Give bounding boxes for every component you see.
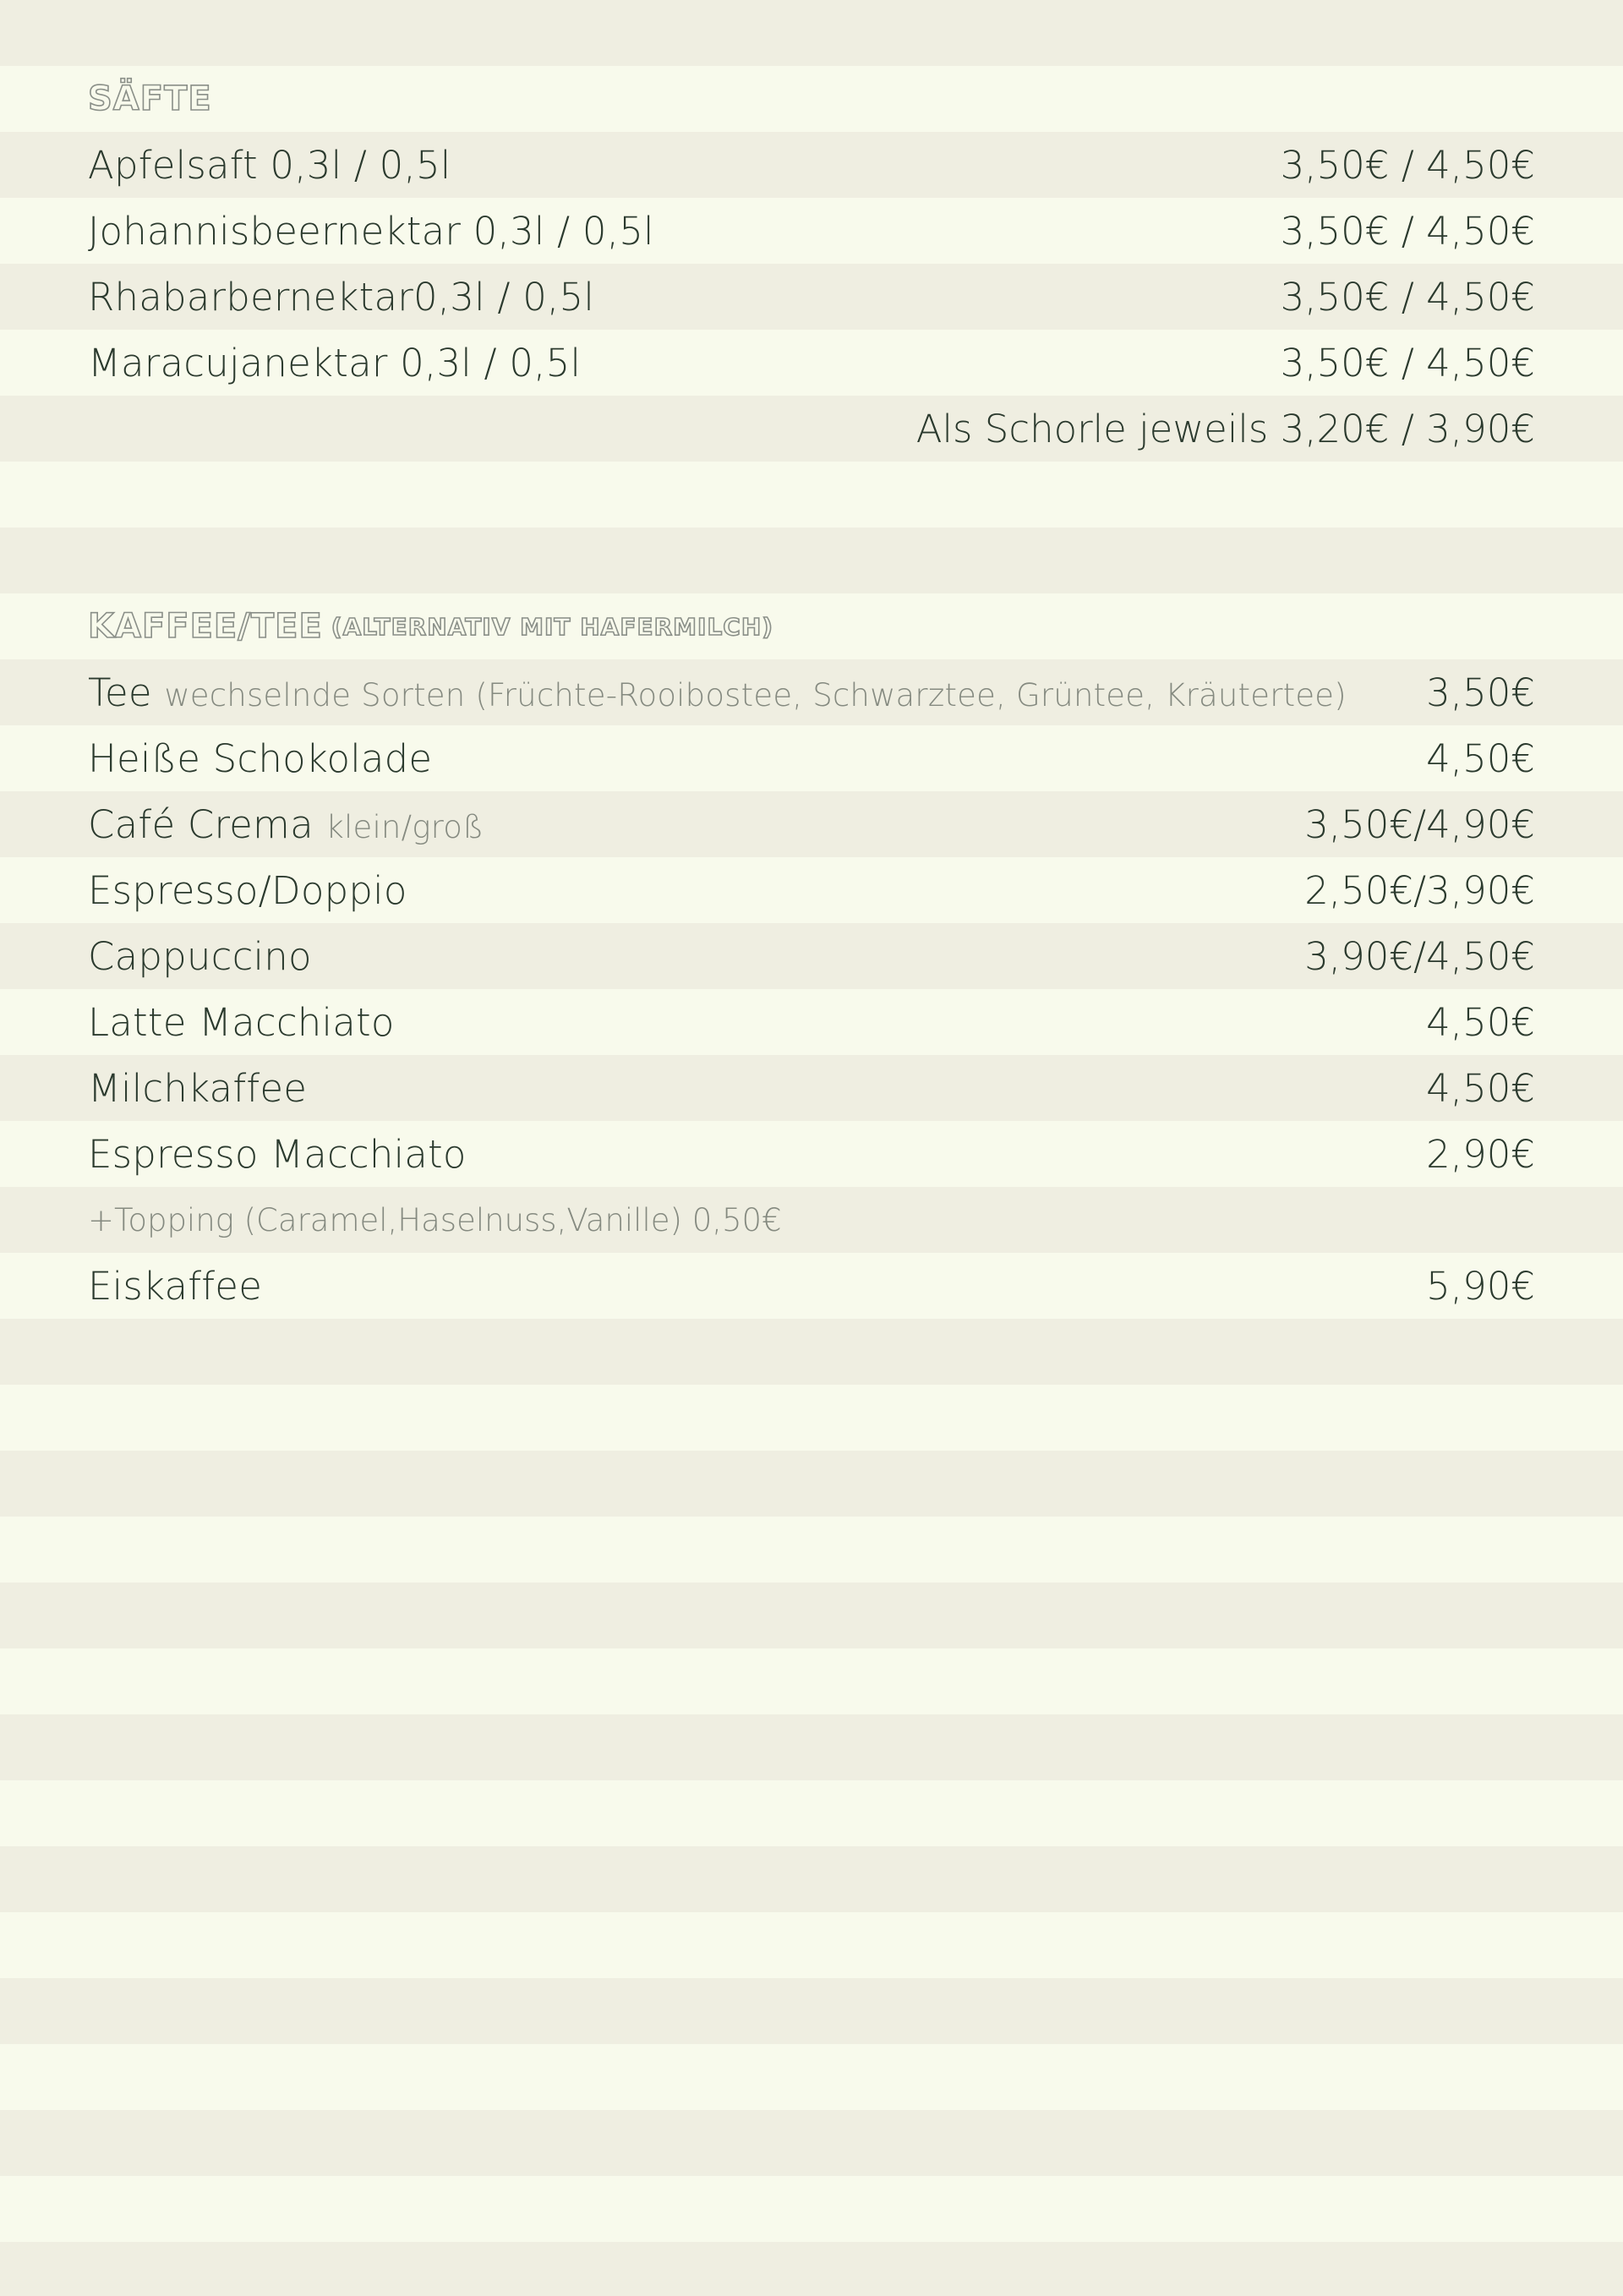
- menu-item-price: 4,50€: [1426, 1065, 1535, 1111]
- menu-item-name: Espresso Macchiato: [88, 1131, 467, 1177]
- schorle-price: Als Schorle jeweils 3,20€ / 3,90€: [915, 406, 1535, 451]
- schorle-row: [88, 396, 1535, 462]
- menu-item-name: Tee: [88, 670, 152, 715]
- menu-item-name: Cappuccino: [88, 933, 312, 979]
- menu-item-name: Espresso/Doppio: [88, 867, 407, 913]
- menu-item-name: Latte Macchiato: [88, 999, 395, 1045]
- menu-item-name: Apfelsaft 0,3l / 0,5l: [88, 142, 451, 188]
- menu-item-name: Maracujanektar 0,3l / 0,5l: [88, 340, 582, 385]
- menu-item-row: [88, 264, 1535, 330]
- menu-item-price: 4,50€: [1426, 999, 1535, 1045]
- menu-item-row: [88, 132, 1535, 198]
- menu-item-name: Café Crema: [88, 801, 314, 847]
- juices-heading: SÄFTE: [88, 79, 212, 118]
- coffee-heading: KAFFEE/TEE: [88, 607, 323, 646]
- menu-item-row: [88, 725, 1535, 791]
- topping-note: +Topping (Caramel,Haselnuss,Vanille) 0,50€: [88, 1201, 782, 1238]
- menu-item-name: Heiße Schokolade: [88, 735, 433, 781]
- section-heading-coffee: [88, 593, 1535, 659]
- menu-item-row: [88, 198, 1535, 264]
- menu-item-row: [88, 330, 1535, 396]
- menu-item-price: 2,90€: [1426, 1131, 1535, 1177]
- menu-item-price: 2,50€/3,90€: [1304, 867, 1535, 913]
- menu-item-price: 4,50€: [1426, 735, 1535, 781]
- menu-item-row: [88, 923, 1535, 989]
- menu-item-row: [88, 1253, 1535, 1319]
- menu-item-name: Rhabarbernektar0,3l / 0,5l: [88, 274, 595, 320]
- menu-item-row: [88, 791, 1535, 857]
- menu-item-label: [88, 670, 1347, 715]
- menu-item-row: [88, 989, 1535, 1055]
- menu-item-row: [88, 659, 1535, 725]
- menu-item-price: 3,50€ / 4,50€: [1280, 340, 1535, 385]
- menu-item-note: klein/groß: [325, 808, 484, 845]
- menu-item-price: 3,50€: [1426, 670, 1535, 715]
- menu-item-row: [88, 1121, 1535, 1187]
- menu-item-price: 5,90€: [1426, 1263, 1535, 1309]
- menu-item-name: Milchkaffee: [88, 1065, 308, 1111]
- menu-item-price: 3,50€ / 4,50€: [1280, 208, 1535, 254]
- menu-item-note: wechselnde Sorten (Früchte-Rooibostee, Schwarztee, Grüntee, Kräutertee): [164, 676, 1347, 713]
- menu-item-price: 3,90€/4,50€: [1304, 933, 1535, 979]
- section-heading-juices: [88, 66, 1535, 132]
- menu-item-label: [88, 802, 484, 847]
- menu-item-row: [88, 857, 1535, 923]
- menu-item-name: Johannisbeernektar 0,3l / 0,5l: [88, 208, 654, 254]
- menu-item-price: 3,50€/4,90€: [1304, 801, 1535, 847]
- topping-row: [88, 1187, 1535, 1253]
- menu-item-name: Eiskaffee: [88, 1263, 263, 1309]
- menu-item-row: [88, 1055, 1535, 1121]
- coffee-heading-sub: (ALTERNATIV MIT HAFERMILCH): [331, 612, 774, 641]
- menu-item-price: 3,50€ / 4,50€: [1280, 274, 1535, 320]
- menu-item-price: 3,50€ / 4,50€: [1280, 142, 1535, 188]
